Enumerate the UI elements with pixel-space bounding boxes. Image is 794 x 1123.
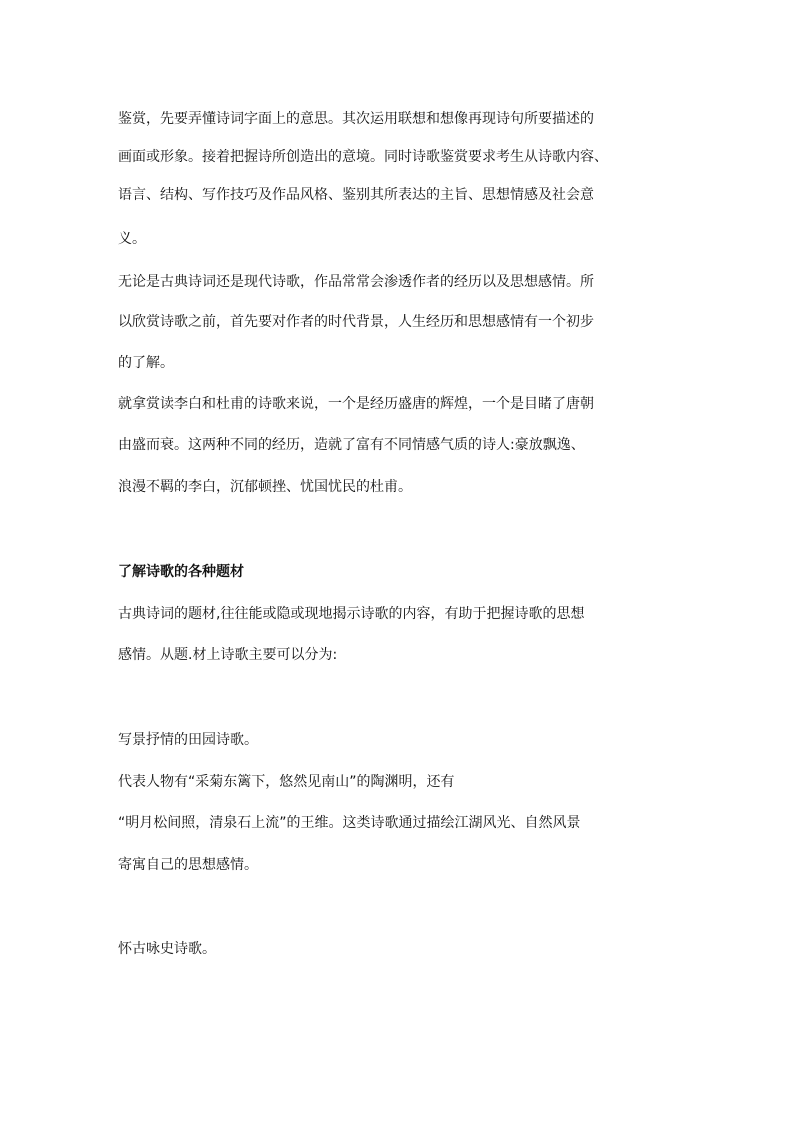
paragraph-1-line-1: 鉴赏，先要弄懂诗词字面上的意思。其次运用联想和想像再现诗句所要描述的 — [118, 111, 594, 127]
paragraph-1-line-3: 语言、结构、写作技巧及作品风格、鉴别其所表达的主旨、思想情感及社会意 — [118, 187, 594, 203]
paragraph-2-line-3: 的了解。 — [118, 355, 174, 371]
paragraph-1-line-4: 义。 — [118, 231, 146, 247]
section-heading: 了解诗歌的各种题材 — [118, 564, 244, 580]
category-2-title: 怀古咏史诗歌。 — [118, 941, 216, 957]
category-1-line-2: “明月松间照，清泉石上流”的王维。这类诗歌通过描绘江湖风光、自然风景 — [118, 815, 581, 831]
paragraph-1-line-2: 画面或形象。接着把握诗所创造出的意境。同时诗歌鉴赏要求考生从诗歌内容、 — [118, 149, 608, 165]
section-intro-line-1: 古典诗词的题材,往往能或隐或现地揭示诗歌的内容，有助于把握诗歌的思想 — [118, 606, 585, 622]
paragraph-2-line-1: 无论是古典诗词还是现代诗歌，作品常常会渗透作者的经历以及思想感情。所 — [118, 274, 594, 290]
paragraph-2-line-2: 以欣赏诗歌之前，首先要对作者的时代背景，人生经历和思想感情有一个初步 — [118, 314, 594, 330]
paragraph-3-line-3: 浪漫不羁的李白，沉郁顿挫、忧国忧民的杜甫。 — [118, 479, 412, 495]
category-1-title: 写景抒情的田园诗歌。 — [118, 732, 258, 748]
category-1-line-1: 代表人物有“采菊东篱下，悠然见南山”的陶渊明，还有 — [118, 774, 455, 790]
category-1-line-3: 寄寓自己的思想感情。 — [118, 857, 258, 873]
section-intro-line-2: 感情。从题.材上诗歌主要可以分为: — [118, 647, 338, 663]
paragraph-3-line-1: 就拿赏读李白和杜甫的诗歌来说，一个是经历盛唐的辉煌，一个是目睹了唐朝 — [118, 396, 594, 412]
paragraph-3-line-2: 由盛而衰。这两种不同的经历，造就了富有不同情感气质的诗人:豪放飘逸、 — [118, 437, 585, 453]
